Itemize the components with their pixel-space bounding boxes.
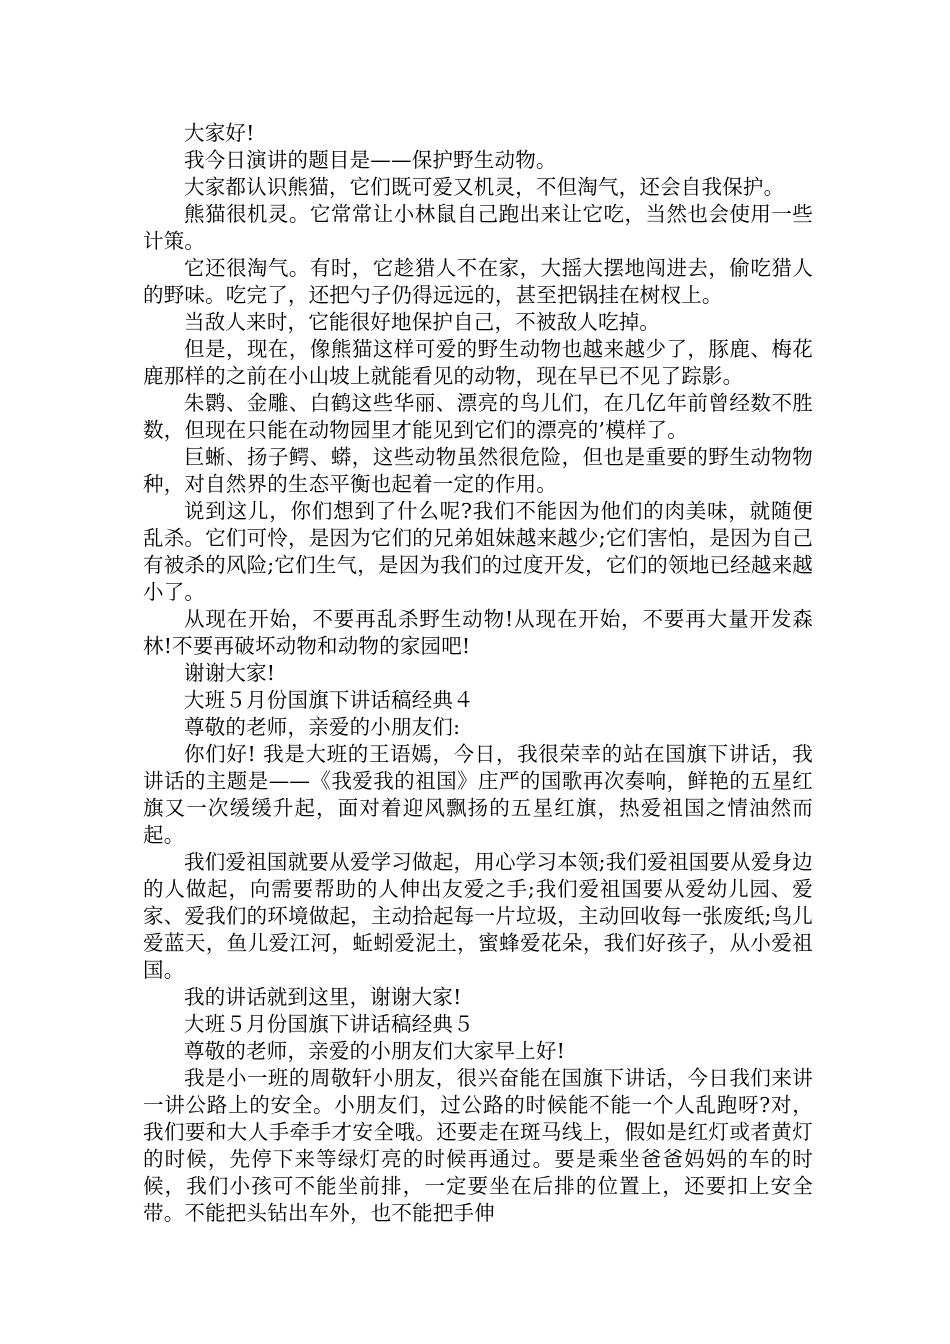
paragraph: 我们爱祖国就要从爱学习做起，用心学习本领;我们爱祖国要从爱身边的人做起，向需要帮助的人伸出友爱之手;我们爱祖国要从爱幼儿园、爱家、爱我们的环境做起，主动拾起每一片垃圾，主动回收每一张废纸;鸟儿爱蓝天，鱼儿爱江河，蚯蚓爱泥土，蜜蜂爱花朵，我们好孩子，从小爱祖国。 — [143, 850, 813, 982]
paragraph: 它还很淘气。有时，它趁猎人不在家，大摇大摆地闯进去，偷吃猎人的野味。吃完了，还把勺子仍得远远的，甚至把锅挂在树杈上。 — [143, 256, 813, 307]
section-heading: 大班５月份国旗下讲话稿经典５ — [184, 1012, 474, 1036]
paragraph: 谢谢大家! — [184, 661, 276, 685]
section-heading: 大班５月份国旗下讲话稿经典４ — [184, 688, 474, 712]
paragraph: 尊敬的老师，亲爱的小朋友们大家早上好! — [184, 1039, 566, 1063]
paragraph: 熊猫很机灵。它常常让小林鼠自己跑出来让它吃，当然也会使用一些计策。 — [143, 202, 813, 253]
paragraph: 我是小一班的周敬轩小朋友，很兴奋能在国旗下讲话，今日我们来讲一讲公路上的安全。小朋友们，过公路的时候能不能一个人乱跑呀?对，我们要和大人手牵手才安全哦。还要走在斑马线上，假如是红灯或者黄灯的时候，先停下来等绿灯亮的时候再通过。要是乘坐爸爸妈妈的车的时候，我们小孩可不能坐前排，一定要坐在后排的位置上，还要扣上安全带。不能把头钻出车外，也不能把手伸 — [143, 1066, 813, 1225]
paragraph: 大家好! — [184, 121, 255, 145]
paragraph: 但是，现在，像熊猫这样可爱的野生动物也越来越少了，豚鹿、梅花鹿那样的之前在小山坡上就能看见的动物，现在早已不见了踪影。 — [143, 337, 813, 388]
paragraph: 我的讲话就到这里，谢谢大家! — [184, 985, 462, 1009]
paragraph: 大家都认识熊猫，它们既可爱又机灵，不但淘气，还会自我保护。 — [184, 175, 785, 199]
paragraph: 巨蜥、扬子鳄、蟒，这些动物虽然很危险，但也是重要的野生动物物种，对自然界的生态平衡也起着一定的作用。 — [143, 445, 813, 496]
paragraph: 从现在开始，不要再乱杀野生动物!从现在开始，不要再大量开发森林!不要再破坏动物和动物的家园吧! — [143, 607, 813, 658]
paragraph: 说到这儿，你们想到了什么呢?我们不能因为他们的肉美味，就随便乱杀。它们可怜，是因为它们的兄弟姐妹越来越少;它们害怕，是因为自己有被杀的风险;它们生气，是因为我们的过度开发，它们的领地已经越来越小了。 — [143, 499, 813, 604]
paragraph: 你们好! 我是大班的王语嫣，今日，我很荣幸的站在国旗下讲话，我讲话的主题是——《我爱我的祖国》庄严的国歌再次奏响，鲜艳的五星红旗又一次缓缓升起，面对着迎风飘扬的五星红旗，热爱祖国之情油然而起。 — [143, 742, 813, 847]
document-body — [143, 120, 813, 1227]
paragraph: 尊敬的老师，亲爱的小朋友们: — [184, 715, 461, 739]
paragraph: 当敌人来时，它能很好地保护自己，不被敌人吃掉。 — [184, 310, 661, 334]
paragraph: 朱鹮、金雕、白鹤这些华丽、漂亮的鸟儿们，在几亿年前曾经数不胜数，但现在只能在动物园里才能见到它们的漂亮的’模样了。 — [143, 391, 813, 442]
paragraph: 我今日演讲的题目是——保护野生动物。 — [184, 148, 557, 172]
